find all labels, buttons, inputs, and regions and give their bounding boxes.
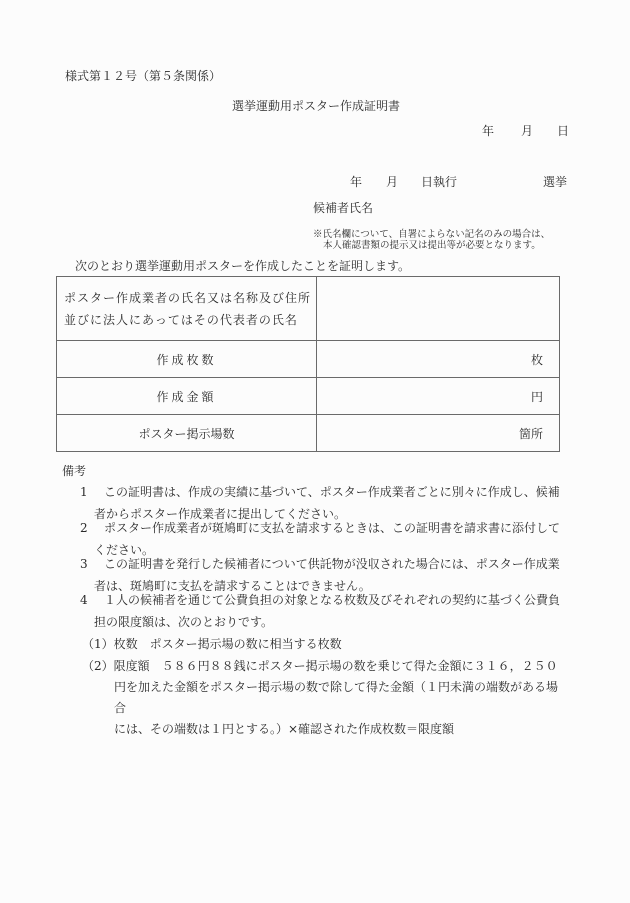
- remark-item-4: [80, 589, 560, 633]
- remark-text: １人の候補者を通じて公費負担の対象となる枚数及びそれぞれの契約に基づく公費負: [104, 593, 561, 607]
- remark-number: 3: [80, 557, 88, 571]
- candidate-note-line2: 本人確認書類の提示又は提出等が必要となります。: [323, 240, 541, 251]
- board-count-label: ポスター掲示場数: [57, 415, 317, 452]
- sub-item-text-cont: 円を加えた金額をポスター掲示場の数で除して得た金額（１円未満の端数がある場合: [114, 680, 559, 715]
- amount-unit: 円: [530, 389, 543, 404]
- remark-number: 1: [80, 485, 88, 499]
- certificate-table: [56, 276, 560, 452]
- sub-item-text-cont: には、その端数は１円とする。）×確認された作成枚数＝限度額: [114, 722, 455, 736]
- sub-item-number: （1）: [82, 637, 114, 651]
- board-count-value-field[interactable]: [317, 415, 560, 452]
- remark-text: ポスター作成業者が斑鳩町に支払を請求するときは、この証明書を請求書に添付して: [104, 521, 561, 535]
- date-day-label: 日: [557, 124, 570, 138]
- amount-value-field[interactable]: [317, 378, 560, 415]
- date-month-label: 月: [521, 124, 534, 138]
- table-row-contractor: [57, 277, 560, 341]
- candidate-name-label: 候補者氏名: [313, 201, 374, 215]
- contractor-label-line2: 並びに法人にあってはその代表者の氏名: [64, 312, 298, 327]
- intro-text: 次のとおり選挙運動用ポスターを作成したことを証明します。: [75, 259, 411, 273]
- sub-item-limit: [82, 656, 562, 740]
- remark-number: 2: [80, 521, 88, 535]
- table-row-board-count: [57, 415, 560, 452]
- remark-text-cont: 者からポスター作成業者に提出してください。: [94, 507, 347, 521]
- contractor-value-field[interactable]: [317, 277, 560, 341]
- remark-text: この証明書は、作成の実績に基づいて、ポスター作成業者ごとに別々に作成し、候補: [104, 485, 560, 499]
- remark-text-cont: 者は、斑鳩町に支払を請求することはできません。: [94, 579, 371, 593]
- amount-label: 作成金額: [57, 378, 317, 415]
- sub-item-text: 枚数 ポスター掲示場の数に相当する枚数: [113, 637, 342, 651]
- remark-text: この証明書を発行した候補者について供託物が没収された場合には、ポスター作成業: [104, 557, 560, 571]
- remark-text-cont: 担の限度額は、次のとおりです。: [94, 615, 274, 629]
- remark-number: 4: [80, 593, 88, 607]
- table-row-amount: [57, 378, 560, 415]
- candidate-note-line1: ※氏名欄について、自署によらない記名のみの場合は、: [313, 229, 551, 240]
- board-count-unit: 箇所: [518, 426, 543, 441]
- sub-item-number: （2）: [82, 659, 114, 673]
- sub-item-text: 限度額 ５８６円８８銭にポスター掲示場の数を乗じて得た金額に３１６，２５０: [113, 659, 558, 673]
- date-year-label: 年: [482, 124, 495, 138]
- contractor-label-line1: ポスター作成業者の氏名又は名称及び住所: [64, 290, 312, 305]
- document-title: 選挙運動用ポスター作成証明書: [232, 99, 401, 113]
- election-month-label: 月: [386, 175, 399, 189]
- contractor-label: [57, 277, 317, 341]
- remark-text-cont: ください。: [94, 543, 155, 557]
- remarks-heading: 備考: [62, 464, 87, 478]
- quantity-label: 作成枚数: [57, 341, 317, 378]
- election-year-label: 年: [350, 175, 363, 189]
- form-number: 様式第１２号（第５条関係）: [65, 69, 222, 83]
- quantity-unit: 枚: [530, 352, 543, 367]
- election-day-label: 日執行: [421, 175, 458, 189]
- quantity-value-field[interactable]: [317, 341, 560, 378]
- sub-item-quantity: [82, 634, 562, 655]
- table-row-quantity: [57, 341, 560, 378]
- election-label: 選挙: [543, 175, 568, 189]
- candidate-note: [313, 229, 550, 251]
